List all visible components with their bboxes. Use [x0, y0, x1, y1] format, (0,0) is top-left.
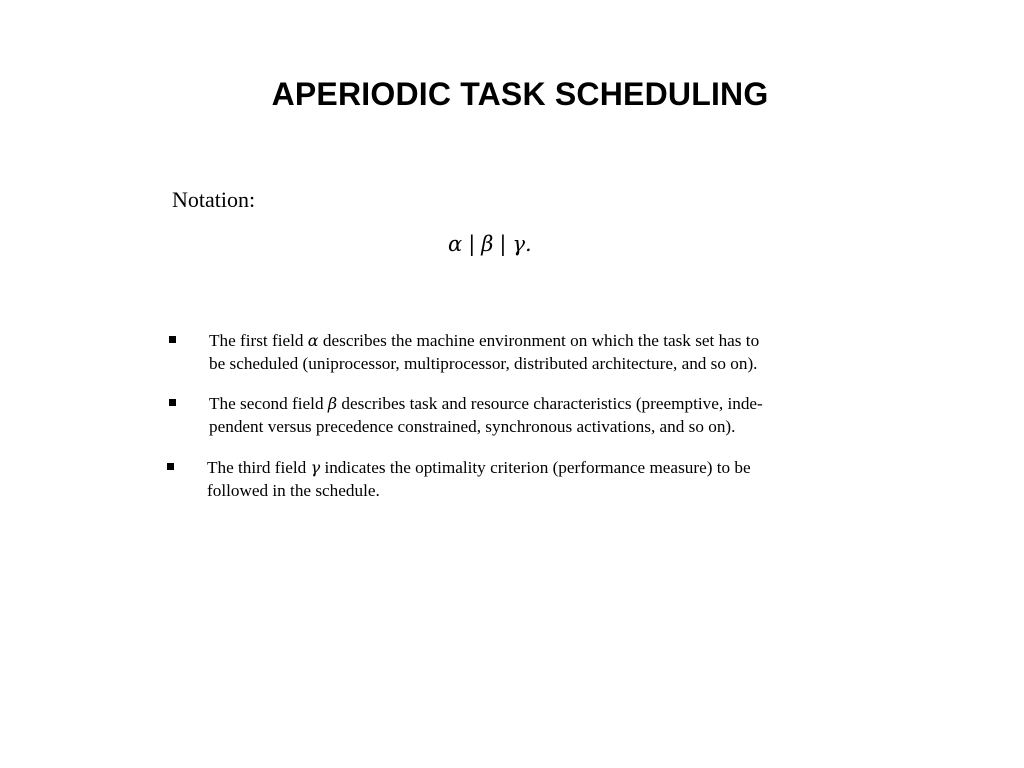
bullet-text-rest: describes the machine environment on which the task set has to — [318, 331, 760, 350]
bullet-line-2: followed in the schedule. — [207, 481, 380, 500]
bullet-text — [209, 392, 849, 438]
bullet-line-2: be scheduled (uniprocessor, multiprocessor, distributed architecture, and so on). — [209, 354, 758, 373]
formula-separator: | — [499, 232, 507, 256]
formula-gamma: γ — [512, 232, 526, 256]
bullet-text-lead: The third field — [207, 458, 311, 477]
bullet-text-rest: describes task and resource characteristics (preemptive, inde- — [337, 394, 763, 413]
formula-beta: β — [481, 232, 494, 256]
bullet-line-1 — [207, 456, 847, 479]
notation-label: Notation: — [172, 187, 256, 212]
formula-alpha: α — [448, 232, 463, 256]
bullet-line-2: pendent versus precedence constrained, synchronous activations, and so on). — [209, 417, 736, 436]
bullet-text — [207, 456, 847, 502]
greek-alpha-symbol: α — [307, 331, 319, 350]
bullet-text-lead: The first field — [209, 331, 308, 350]
slide-title: APERIODIC TASK SCHEDULING — [271, 76, 769, 112]
bullet-line-1 — [209, 392, 849, 415]
formula-separator: | — [468, 232, 476, 256]
greek-gamma-symbol: γ — [310, 458, 321, 477]
bullet-text-rest: indicates the optimality criterion (performance measure) to be — [320, 458, 751, 477]
bullet-marker-icon — [169, 399, 176, 406]
bullet-line-1 — [209, 329, 849, 352]
bullet-marker-icon — [169, 336, 176, 343]
notation-formula — [448, 229, 532, 259]
bullet-text — [209, 329, 849, 375]
bullet-marker-icon — [167, 463, 174, 470]
bullet-text-lead: The second field — [209, 394, 328, 413]
formula-period: . — [525, 232, 532, 256]
greek-beta-symbol: β — [327, 394, 338, 413]
